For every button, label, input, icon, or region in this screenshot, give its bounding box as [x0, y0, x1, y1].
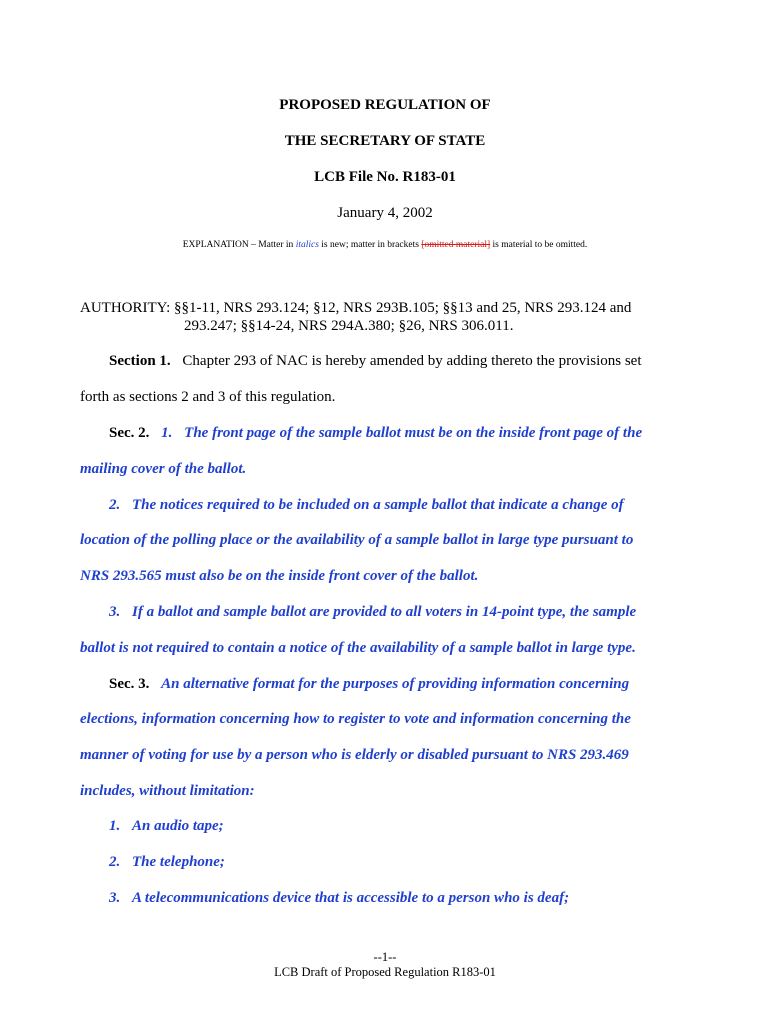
sec-3-item-2-number: 2.: [109, 854, 121, 870]
explanation-part3: is material to be omitted.: [490, 240, 588, 250]
sec-3-item-1-text: An audio tape;: [132, 818, 224, 834]
document-date: January 4, 2002: [337, 205, 433, 221]
page-number: --1--: [373, 950, 397, 964]
sec-3-text-4: includes, without limitation:: [80, 783, 255, 799]
sec-2-p2-text-2: location of the polling place or the availability of a sample ballot in large type pursuant to: [80, 532, 634, 548]
authority-line-1: [80, 300, 631, 317]
explanation-note: [0, 240, 770, 250]
title-line-2: THE SECRETARY OF STATE: [284, 133, 486, 149]
authority-label: AUTHORITY:: [80, 300, 171, 316]
sec-2-label: Sec. 2.: [109, 425, 150, 441]
sec-2-p2-text-1: The notices required to be included on a sample ballot that indicate a change of: [132, 497, 624, 513]
file-number: LCB File No. R183-01: [314, 169, 456, 185]
sec-2-p1-number: 1.: [161, 425, 173, 441]
sec-2-p3-text-2: ballot is not required to contain a notice of the availability of a sample ballot in large type.: [80, 640, 636, 656]
sec-3-text-1: An alternative format for the purposes of providing information concerning: [161, 676, 630, 692]
explanation-part2: is new; matter in brackets: [318, 240, 422, 250]
sec-3-item-2-text: The telephone;: [132, 854, 225, 870]
sec-3-item-3: [109, 890, 569, 907]
sec-2-p3-number: 3.: [109, 604, 121, 620]
sec-3-item-3-number: 3.: [109, 890, 121, 906]
sec-3-text-3: manner of voting for use by a person who is elderly or disabled pursuant to NRS 293.469: [80, 747, 629, 763]
sec-2-p3-line-1: [109, 604, 636, 621]
sec-2-p2-number: 2.: [109, 497, 121, 513]
title-line-1: PROPOSED REGULATION OF: [279, 97, 491, 113]
explanation-omitted: [omitted material]: [421, 240, 491, 250]
explanation-italics: italics: [295, 240, 319, 250]
section-1-line-2: forth as sections 2 and 3 of this regulation.: [80, 389, 336, 405]
section-1-text-1: Chapter 293 of NAC is hereby amended by adding thereto the provisions set: [182, 353, 642, 369]
authority-text-1: §§1-11, NRS 293.124; §12, NRS 293B.105; §§13 and 25, NRS 293.124 and: [174, 300, 632, 316]
sec-3-label: Sec. 3.: [109, 676, 150, 692]
sec-3-item-2: [109, 854, 225, 871]
sec-2-p1-text-2: mailing cover of the ballot.: [80, 461, 247, 477]
explanation-part1: EXPLANATION – Matter in: [182, 240, 296, 250]
sec-3-item-1-number: 1.: [109, 818, 121, 834]
sec-2-p2-text-3: NRS 293.565 must also be on the inside front cover of the ballot.: [80, 568, 479, 584]
sec-3-item-1: [109, 818, 224, 835]
sec-3-item-3-text: A telecommunications device that is accessible to a person who is deaf;: [132, 890, 570, 906]
section-1-line-1: [109, 353, 642, 370]
sec-2-p1-text-1: The front page of the sample ballot must be on the inside front page of the: [184, 425, 643, 441]
section-1-label: Section 1.: [109, 353, 171, 369]
sec-2-p3-text-1: If a ballot and sample ballot are provided to all voters in 14-point type, the sample: [132, 604, 637, 620]
authority-line-2: 293.247; §§14-24, NRS 294A.380; §26, NRS 306.011.: [184, 318, 514, 334]
sec-2-line-1: [109, 425, 642, 442]
footer-caption: LCB Draft of Proposed Regulation R183-01: [274, 965, 496, 979]
sec-2-p2-line-1: [109, 497, 624, 514]
sec-3-line-1: [109, 676, 629, 693]
sec-3-text-2: elections, information concerning how to register to vote and information concerning the: [80, 711, 631, 727]
